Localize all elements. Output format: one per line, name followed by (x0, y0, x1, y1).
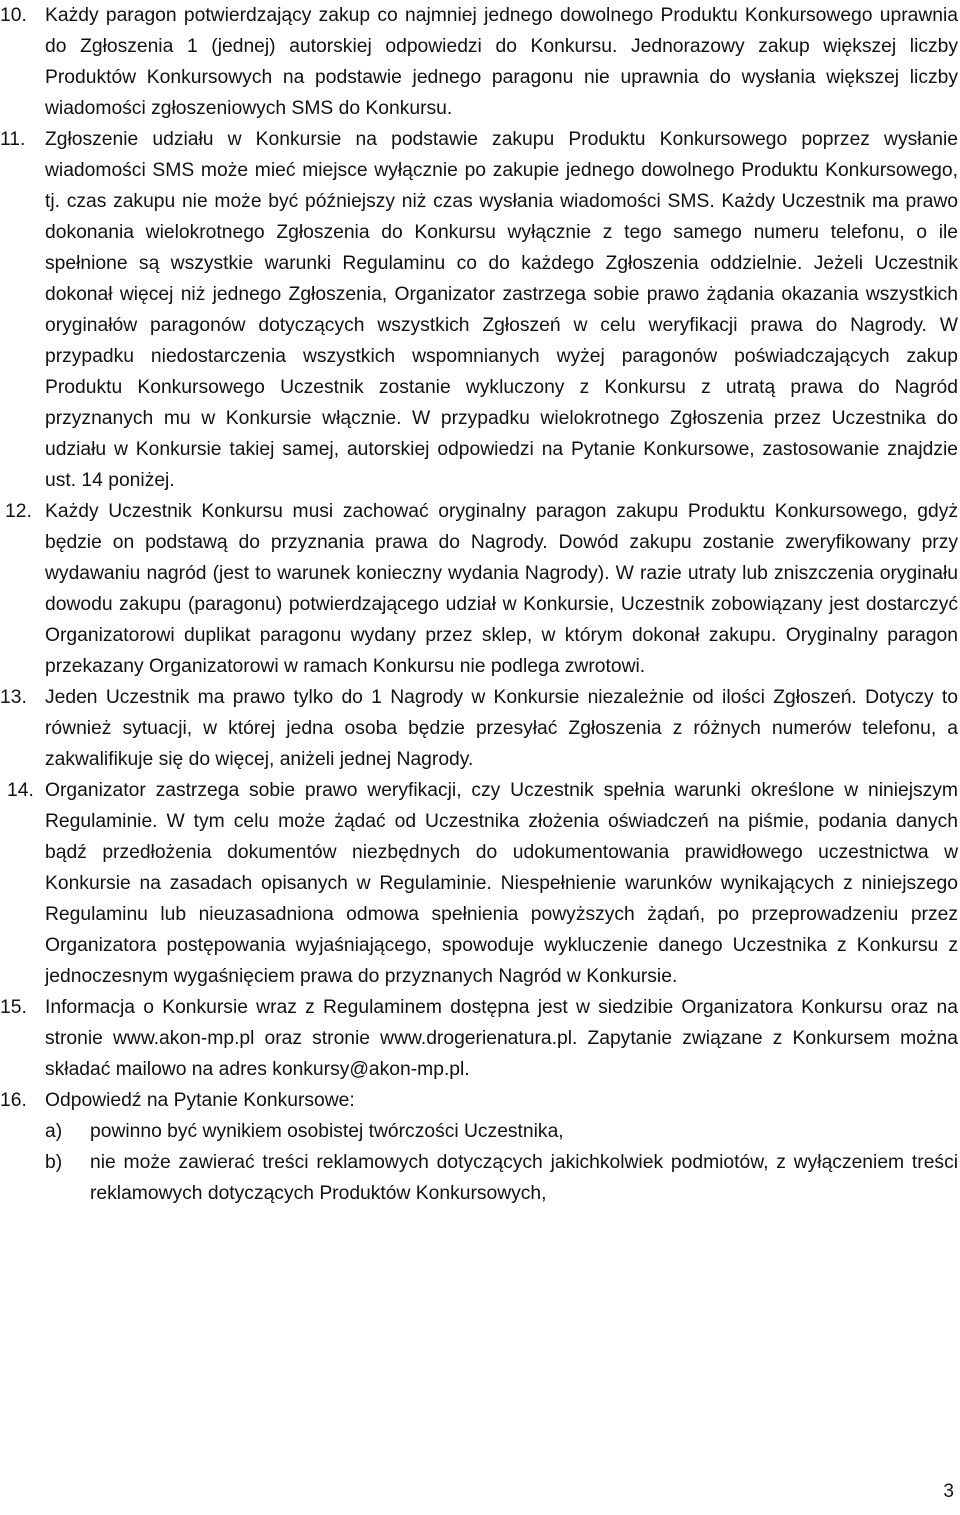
list-item-13 (0, 682, 958, 775)
item-number: 15. (0, 997, 27, 1018)
list-item-12 (0, 496, 958, 682)
sub-list (45, 1116, 958, 1209)
sub-item-label: a) (45, 1121, 63, 1142)
item-text: Jeden Uczestnik ma prawo tylko do 1 Nagrody w Konkursie niezależnie od ilości Zgłoszeń. Dotyczy to również sytuacji, w której jedna osoba będzie przesyłać Zgłoszenia z różnych numerów telefonu, a zakwalifikuje się do więcej, aniżeli jednej Nagrody. (45, 687, 958, 770)
list-item-11 (0, 124, 958, 496)
list-item-14 (0, 775, 958, 992)
item-number: 13. (0, 687, 27, 708)
item-text: Każdy paragon potwierdzający zakup co najmniej jednego dowolnego Produktu Konkursowego uprawnia do Zgłoszenia 1 (jednej) autorskiej odpowiedzi do Konkursu. Jednorazowy zakup większej liczby Produktów Konkursowych na podstawie jednego paragonu nie uprawnia do wysłania większej liczby wiadomości zgłoszeniowych SMS do Konkursu. (45, 5, 958, 119)
item-text: Organizator zastrzega sobie prawo weryfikacji, czy Uczestnik spełnia warunki określone w niniejszym Regulaminie. W tym celu może żądać od Uczestnika złożenia oświadczeń na piśmie, podania danych bądź przedłożenia dokumentów niezbędnych do udokumentowania prawidłowego uczestnictwa w Konkursie na zasadach opisanych w Regulaminie. Niespełnienie warunków wynikających z niniejszego Regulaminu lub nieuzasadniona odmowa spełnienia powyższych żądań, po przeprowadzeniu przez Organizatora postępowania wyjaśniającego, spowoduje wykluczenie danego Uczestnika z Konkursu z jednoczesnym wygaśnięciem prawa do przyznanych Nagród w Konkursie. (45, 780, 958, 987)
item-text: Odpowiedź na Pytanie Konkursowe: (45, 1090, 355, 1111)
item-number: 12. (5, 501, 32, 522)
sub-item-label: b) (45, 1152, 63, 1173)
list-item-16 (0, 1085, 958, 1209)
item-text: Każdy Uczestnik Konkursu musi zachować oryginalny paragon zakupu Produktu Konkursowego, gdyż będzie on podstawą do przyznania prawa do Nagrody. Dowód zakupu zostanie zweryfikowany przy wydawaniu nagród (jest to warunek konieczny wydania Nagrody). W razie utraty lub zniszczenia oryginału dowodu zakupu (paragonu) potwierdzającego udział w Konkursie, Uczestnik zobowiązany jest dostarczyć Organizatorowi duplikat paragonu wydany przez sklep, w którym dokonał zakupu. Oryginalny paragon przekazany Organizatorowi w ramach Konkursu nie podlega zwrotowi. (45, 501, 958, 677)
sub-item-text: nie może zawierać treści reklamowych dotyczących jakichkolwiek podmiotów, z wyłączeniem treści reklamowych dotyczących Produktów Konkursowych, (90, 1152, 958, 1204)
item-text: Zgłoszenie udziału w Konkursie na podstawie zakupu Produktu Konkursowego poprzez wysłanie wiadomości SMS może mieć miejsce wyłącznie po zakupie jednego dowolnego Produktu Konkursowego, tj. czas zakupu nie może być późniejszy niż czas wysłania wiadomości SMS. Każdy Uczestnik ma prawo dokonania wielokrotnego Zgłoszenia do Konkursu wyłącznie z tego samego numeru telefonu, o ile spełnione są wszystkie warunki Regulaminu co do każdego Zgłoszenia oddzielnie. Jeżeli Uczestnik dokonał więcej niż jednego Zgłoszenia, Organizator zastrzega sobie prawo żądania okazania wszystkich oryginałów paragonów dotyczących wszystkich Zgłoszeń w celu weryfikacji prawa do Nagrody. W przypadku niedostarczenia wszystkich wspomnianych wyżej paragonów poświadczających zakup Produktu Konkursowego Uczestnik zostanie wykluczony z Konkursu z utratą prawa do Nagród przyznanych mu w Konkursie włącznie. W przypadku wielokrotnego Zgłoszenia przez Uczestnika do udziału w Konkursie takiej samej, autorskiej odpowiedzi na Pytanie Konkursowe, zastosowanie znajdzie ust. 14 poniżej. (45, 129, 958, 491)
item-number: 14. (7, 780, 34, 801)
item-number: 16. (0, 1090, 27, 1111)
item-text: Informacja o Konkursie wraz z Regulaminem dostępna jest w siedzibie Organizatora Konkursu oraz na stronie www.akon-mp.pl oraz stronie www.drogerienatura.pl. Zapytanie związane z Konkursem można składać mailowo na adres konkursy@akon-mp.pl. (45, 997, 958, 1080)
sub-item-b (45, 1147, 958, 1209)
list-item-15 (0, 992, 958, 1085)
sub-item-a (45, 1116, 958, 1147)
list-item-10 (0, 0, 958, 124)
sub-item-text: powinno być wynikiem osobistej twórczości Uczestnika, (90, 1121, 564, 1142)
page-number: 3 (943, 1481, 954, 1502)
item-number: 10. (0, 5, 27, 26)
item-number: 11. (0, 129, 26, 150)
